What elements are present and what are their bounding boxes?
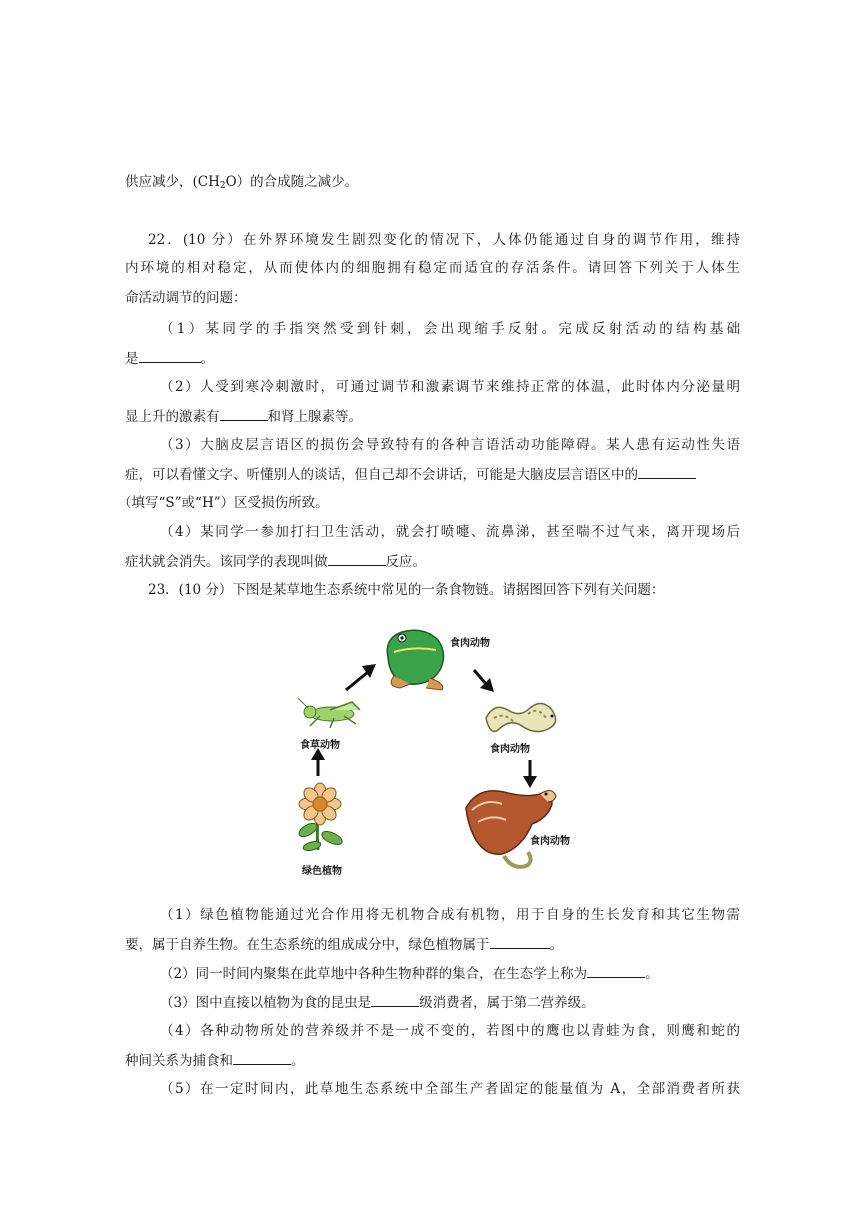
label-eagle: 食肉动物 [530,836,570,847]
answer-blank [328,551,386,566]
q22-line3: 命活动调节的问题： [125,290,247,306]
q22-part2-line1: （2）人受到寒冷刺激时，可通过调节和激素调节来维持正常的体温，此时体内分泌量明 [160,379,740,395]
q23-part4-line1: （4）各种动物所处的营养级并不是一成不变的，若图中的鹰也以青蛙为食，则鹰和蛇的 [160,1023,740,1039]
frog-illustration [387,630,443,690]
label-plant: 绿色植物 [302,866,342,877]
arrow-frog-to-snake [474,670,494,692]
q22-part2-line2: 显上升的激素有 和肾上腺素等。 [125,406,362,427]
eagle-illustration [466,790,556,866]
plant-illustration [297,783,344,852]
arrow-plant-to-grasshopper [311,748,325,776]
answer-blank [139,348,201,363]
q22-line2: 内环境的相对稳定，从而使体内的细胞拥有稳定而适宜的存活条件。请回答下列关于人体生 [125,260,740,276]
answer-blank [638,464,696,479]
food-chain-diagram [290,618,580,886]
arrow-grasshopper-to-frog [346,664,376,690]
q22-part1-line2: 是 。 [125,348,214,369]
q23-part2: （2）同一时间内聚集在此草地中各种生物种群的集合，在生态学上称为 。 [160,963,659,984]
answer-blank [371,992,419,1007]
q22-part3-line3: （填写“S”或“H”）区受损伤所致。 [118,495,329,511]
label-grasshopper: 食草动物 [300,740,340,751]
q22-part1-line1: （1）某同学的手指突然受到针刺，会出现缩手反射。完成反射活动的结构基础 [160,321,740,337]
snake-illustration [486,703,556,731]
label-frog: 食肉动物 [450,638,490,649]
q23-part5-line1: （5）在一定时间内，此草地生态系统中全部生产者固定的能量值为 A，全部消费者所获 [160,1081,740,1097]
q23-part3: （3）图中直接以植物为食的昆虫是 级消费者，属于第二营养级。 [160,992,595,1013]
answer-blank [233,1050,291,1065]
q22-part3-line2: 症，可以看懂文字、听懂别人的谈话，但自己却不会讲话，可能是大脑皮层言语区中的 [125,464,696,485]
q23-header: 23．(10 分）下图是某草地生态系统中常见的一条食物链。请据图回答下列有关问题： [148,582,665,598]
q23-part1-line2: 要，属于自养生物。在生态系统的组成成分中，绿色植物属于 。 [125,934,563,955]
answer-blank [490,934,550,949]
grasshopper-illustration [298,698,360,728]
q23-part4-line2: 种间关系为捕食和 。 [125,1050,305,1071]
label-snake: 食肉动物 [490,744,530,755]
q23-part1-line1: （1）绿色植物能通过光合作用将无机物合成有机物，用于自身的生长发育和其它生物需 [160,907,740,923]
q22-header: 22．(10 分）在外界环境发生剧烈变化的情况下，人体仍能通过自身的调节作用，维持 [148,232,740,248]
answer-blank [587,963,645,978]
continuation-line: 供应减少，$(CH_2O)$的合成随之减少。 [125,174,359,191]
arrow-snake-to-eagle [523,760,537,788]
q22-part4-line2: 症状就会消失。该同学的表现叫做 反应。 [125,551,426,572]
answer-blank [220,406,268,421]
q22-part3-line1: （3）大脑皮层言语区的损伤会导致特有的各种言语活动功能障碍。某人患有运动性失语 [160,437,740,453]
q22-part4-line1: （4）某同学一参加打扫卫生活动，就会打喷嚏、流鼻涕，甚至喘不过气来，离开现场后 [160,524,740,540]
